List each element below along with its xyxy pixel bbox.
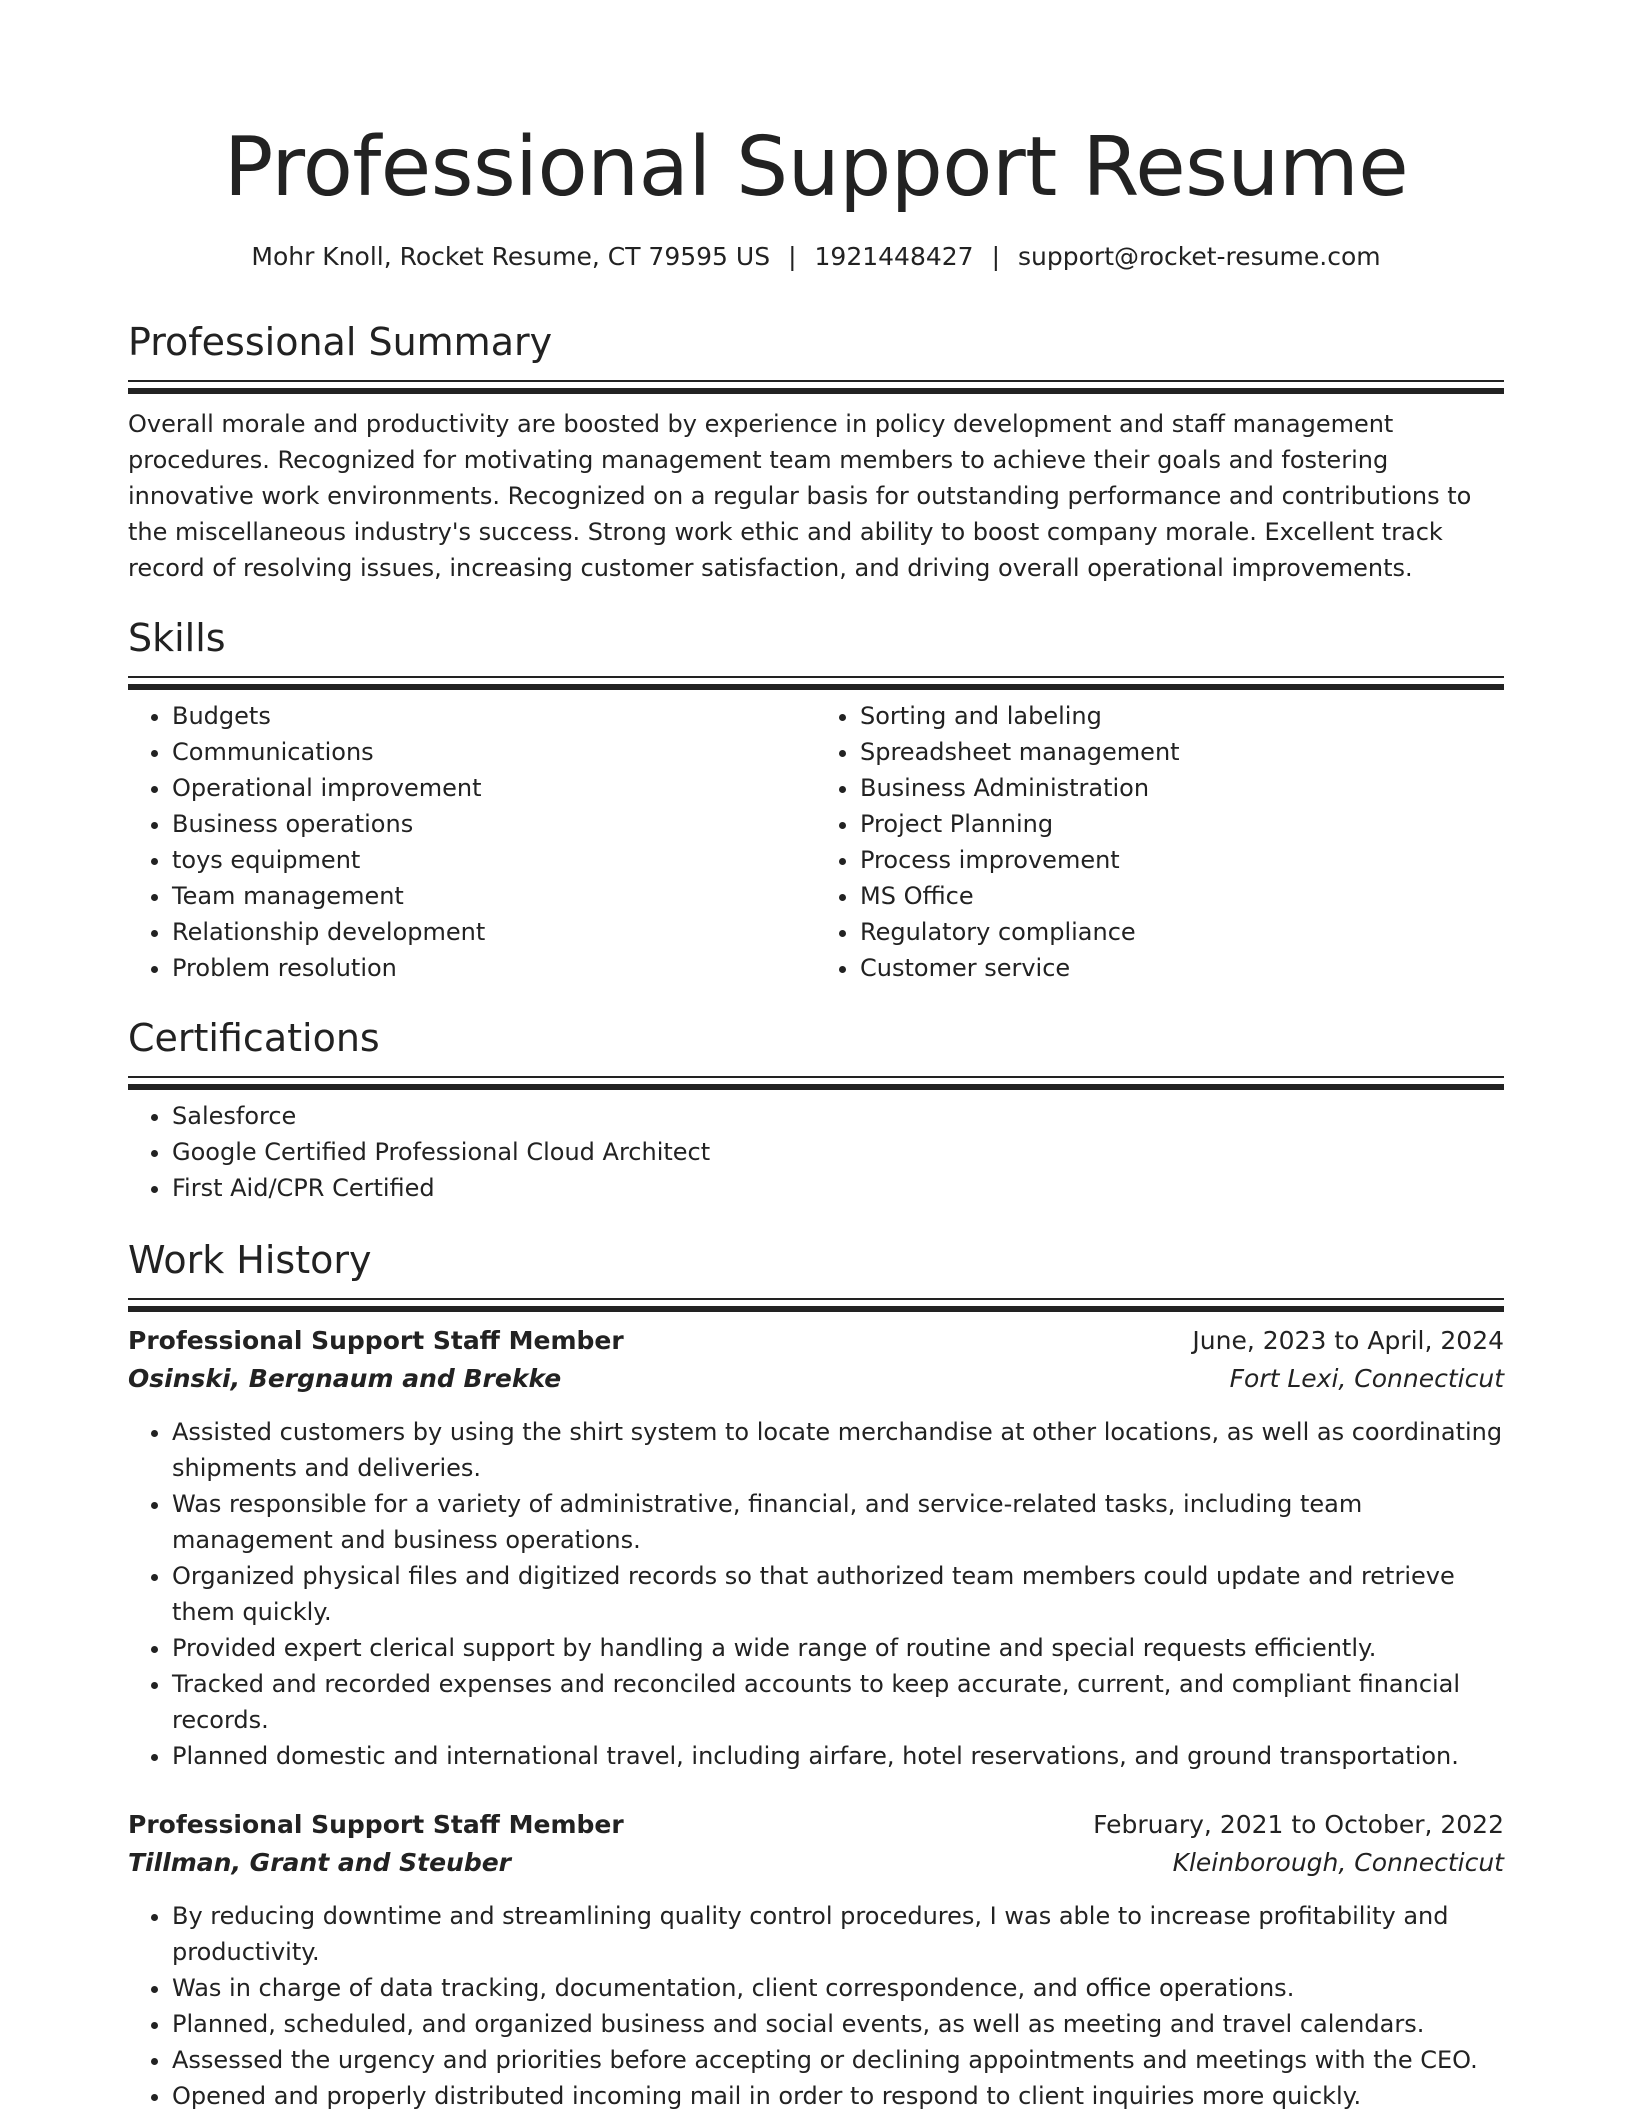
job-bullet: • Organized physical files and digitized records so that authorized team members could update and retrieve them quickly. — [172, 1558, 1504, 1630]
job-bullet-list — [128, 1898, 1504, 2114]
skill-item: • Sorting and labeling — [860, 698, 1504, 734]
summary-text: Overall morale and productivity are boosted by experience in policy development and staff management procedures. Recognized for motivating management team members to achieve their goals and fostering innovative work environments. Recognized on a regular basis for outstanding performance and contributions to the miscellaneous industry's success. Strong work ethic and ability to boost company morale. Excellent track record of resolving issues, increasing customer satisfaction, and driving overall operational improvements. — [128, 410, 1472, 582]
skill-item: • Operational improvement — [172, 770, 816, 806]
job-bullet: • By reducing downtime and streamlining quality control procedures, I was able to increase profitability and productivity. — [172, 1898, 1504, 1970]
job-company-row — [128, 1360, 1504, 1398]
skill-item: • Project Planning — [860, 806, 1504, 842]
section-heading-work-history: Work History — [128, 1238, 372, 1282]
skills-list-right — [816, 698, 1504, 986]
job-bullet: • Tracked and recorded expenses and reconciled accounts to keep accurate, current, and compliant financial records. — [172, 1666, 1504, 1738]
job-company: Tillman, Grant and Steuber — [128, 1848, 512, 1877]
job-title: Professional Support Staff Member — [128, 1326, 624, 1355]
summary-section — [128, 318, 1504, 586]
skill-item: • Relationship development — [172, 914, 816, 950]
skills-columns — [128, 698, 1504, 986]
certification-item: • Google Certified Professional Cloud Architect — [172, 1134, 1504, 1170]
certification-item: • First Aid/CPR Certified — [172, 1170, 1504, 1206]
section-divider — [128, 380, 1504, 388]
job-location: Fort Lexi, Connecticut — [1229, 1364, 1504, 1393]
skill-item: • toys equipment — [172, 842, 816, 878]
skill-item: • Process improvement — [860, 842, 1504, 878]
job-dates: June, 2023 to April, 2024 — [1192, 1326, 1504, 1355]
job-entry — [128, 1806, 1504, 2114]
skill-item: • Regulatory compliance — [860, 914, 1504, 950]
skill-item: • Budgets — [172, 698, 816, 734]
resume-page — [128, 0, 1504, 2114]
skills-list-left — [128, 698, 816, 986]
contact-separator: | — [991, 242, 1001, 271]
job-bullet: • Planned domestic and international travel, including airfare, hotel reservations, and ground transportation. — [172, 1738, 1504, 1774]
job-bullet-list — [128, 1414, 1504, 1774]
contact-email: support@rocket-resume.com — [1018, 242, 1381, 271]
section-heading-certifications: Certifications — [128, 1016, 380, 1060]
section-divider — [128, 1076, 1504, 1084]
skill-item: • Spreadsheet management — [860, 734, 1504, 770]
job-company: Osinski, Bergnaum and Brekke — [128, 1364, 562, 1393]
skill-item: • Problem resolution — [172, 950, 816, 986]
skills-section — [128, 614, 1504, 986]
section-divider — [128, 676, 1504, 684]
job-company-row — [128, 1844, 1504, 1882]
work-history-section — [128, 1236, 1504, 2114]
job-bullet: • Provided expert clerical support by handling a wide range of routine and special requests efficiently. — [172, 1630, 1504, 1666]
job-location: Kleinborough, Connecticut — [1172, 1848, 1504, 1877]
certifications-list — [128, 1098, 1504, 1206]
job-bullet: • Was responsible for a variety of administrative, financial, and service-related tasks, including team management and business operations. — [172, 1486, 1504, 1558]
contact-address: Mohr Knoll, Rocket Resume, CT 79595 US — [251, 242, 771, 271]
job-dates: February, 2021 to October, 2022 — [1093, 1810, 1504, 1839]
job-bullet: • Assessed the urgency and priorities before accepting or declining appointments and meetings with the CEO. — [172, 2042, 1504, 2078]
certifications-section — [128, 1014, 1504, 1206]
job-title: Professional Support Staff Member — [128, 1810, 624, 1839]
skill-item: • Team management — [172, 878, 816, 914]
job-header-row — [128, 1806, 1504, 1844]
skill-item: • Communications — [172, 734, 816, 770]
section-divider — [128, 1298, 1504, 1306]
job-bullet: • Was in charge of data tracking, documentation, client correspondence, and office operations. — [172, 1970, 1504, 2006]
job-bullet: • Opened and properly distributed incoming mail in order to respond to client inquiries more quickly. — [172, 2078, 1504, 2114]
job-entry — [128, 1322, 1504, 1774]
resume-title: Professional Support Resume — [223, 120, 1409, 215]
contact-line — [128, 240, 1504, 274]
section-heading-skills: Skills — [128, 616, 226, 660]
contact-separator: | — [788, 242, 797, 271]
skill-item: • Business operations — [172, 806, 816, 842]
contact-phone: 1921448427 — [814, 242, 974, 271]
job-bullet: • Assisted customers by using the shirt system to locate merchandise at other locations, as well as coordinating shipments and deliveries. — [172, 1414, 1504, 1486]
skill-item: • Business Administration — [860, 770, 1504, 806]
section-heading-summary: Professional Summary — [128, 320, 553, 364]
skill-item: • MS Office — [860, 878, 1504, 914]
job-header-row — [128, 1322, 1504, 1360]
job-bullet: • Planned, scheduled, and organized business and social events, as well as meeting and travel calendars. — [172, 2006, 1504, 2042]
certification-item: • Salesforce — [172, 1098, 1504, 1134]
skill-item: • Customer service — [860, 950, 1504, 986]
